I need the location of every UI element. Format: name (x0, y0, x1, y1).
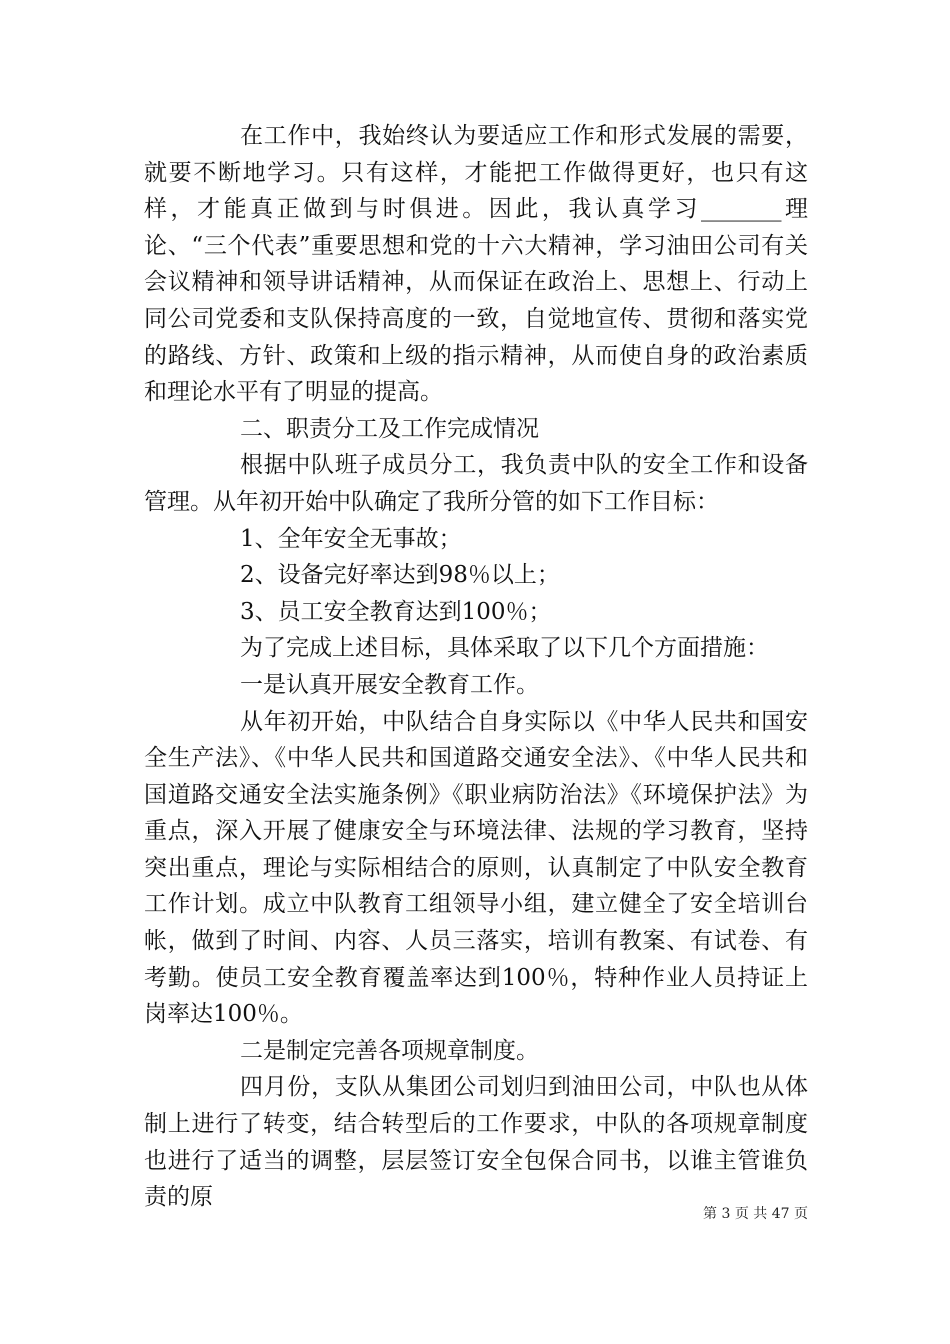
paragraph-study: 在工作中，我始终认为要适应工作和形式发展的需要，就要不断地学习。只有这样，才能把工作做得更好，也只有这样，才能真正做到与时俱进。因此，我认真学习_______理论、“三个代表”重要思想和党的十六大精神，学习油田公司有关会议精神和领导讲话精神，从而保证在政治上、思想上、行动上同公司党委和支队保持高度的一致，自觉地宣传、贯彻和落实党的路线、方针、政策和上级的指示精神，从而使自身的政治素质和理论水平有了明显的提高。 (144, 123, 808, 406)
page-footer (0, 1203, 808, 1223)
goal-item-2: 2、设备完好率达到98％以上； (240, 562, 560, 589)
measure-heading-2: 二是制定完善各项规章制度。 (240, 1037, 539, 1064)
footer-prefix: 第 (702, 1206, 717, 1222)
document-body (144, 118, 808, 1216)
paragraph-regulations: 四月份，支队从集团公司划归到油田公司，中队也从体制上进行了转变，结合转型后的工作要求，中队的各项规章制度也进行了适当的调整，层层签订安全包保合同书，以谁主管谁负责的原 (144, 1074, 808, 1211)
section-heading-duties: 二、职责分工及工作完成情况 (240, 415, 539, 442)
footer-middle: 页 共 (734, 1206, 768, 1222)
measures-intro: 为了完成上述目标，具体采取了以下几个方面措施： (240, 635, 769, 662)
paragraph-division: 根据中队班子成员分工，我负责中队的安全工作和设备管理。从年初开始中队确定了我所分管的如下工作目标： (144, 452, 808, 515)
goal-item-1: 1、全年安全无事故； (240, 525, 462, 552)
footer-total-pages: 47 (771, 1206, 790, 1222)
paragraph-safety-education: 从年初开始，中队结合自身实际以《中华人民共和国安全生产法》、《中华人民共和国道路交通安全法》、《中华人民共和国道路交通安全法实施条例》《职业病防治法》《环境保护法》为重点，深入开展了健康安全与环境法律、法规的学习教育，坚持突出重点，理论与实际相结合的原则，认真制定了中队安全教育工作计划。成立中队教育工组领导小组，建立健全了安全培训台帐，做到了时间、内容、人员三落实，培训有教案、有试卷、有考勤。使员工安全教育覆盖率达到100％，特种作业人员持证上岗率达100％。 (144, 708, 808, 1028)
footer-current-page: 3 (721, 1206, 731, 1222)
goal-item-3: 3、员工安全教育达到100％； (240, 598, 552, 625)
footer-suffix: 页 (794, 1206, 808, 1222)
measure-heading-1: 一是认真开展安全教育工作。 (240, 671, 539, 698)
